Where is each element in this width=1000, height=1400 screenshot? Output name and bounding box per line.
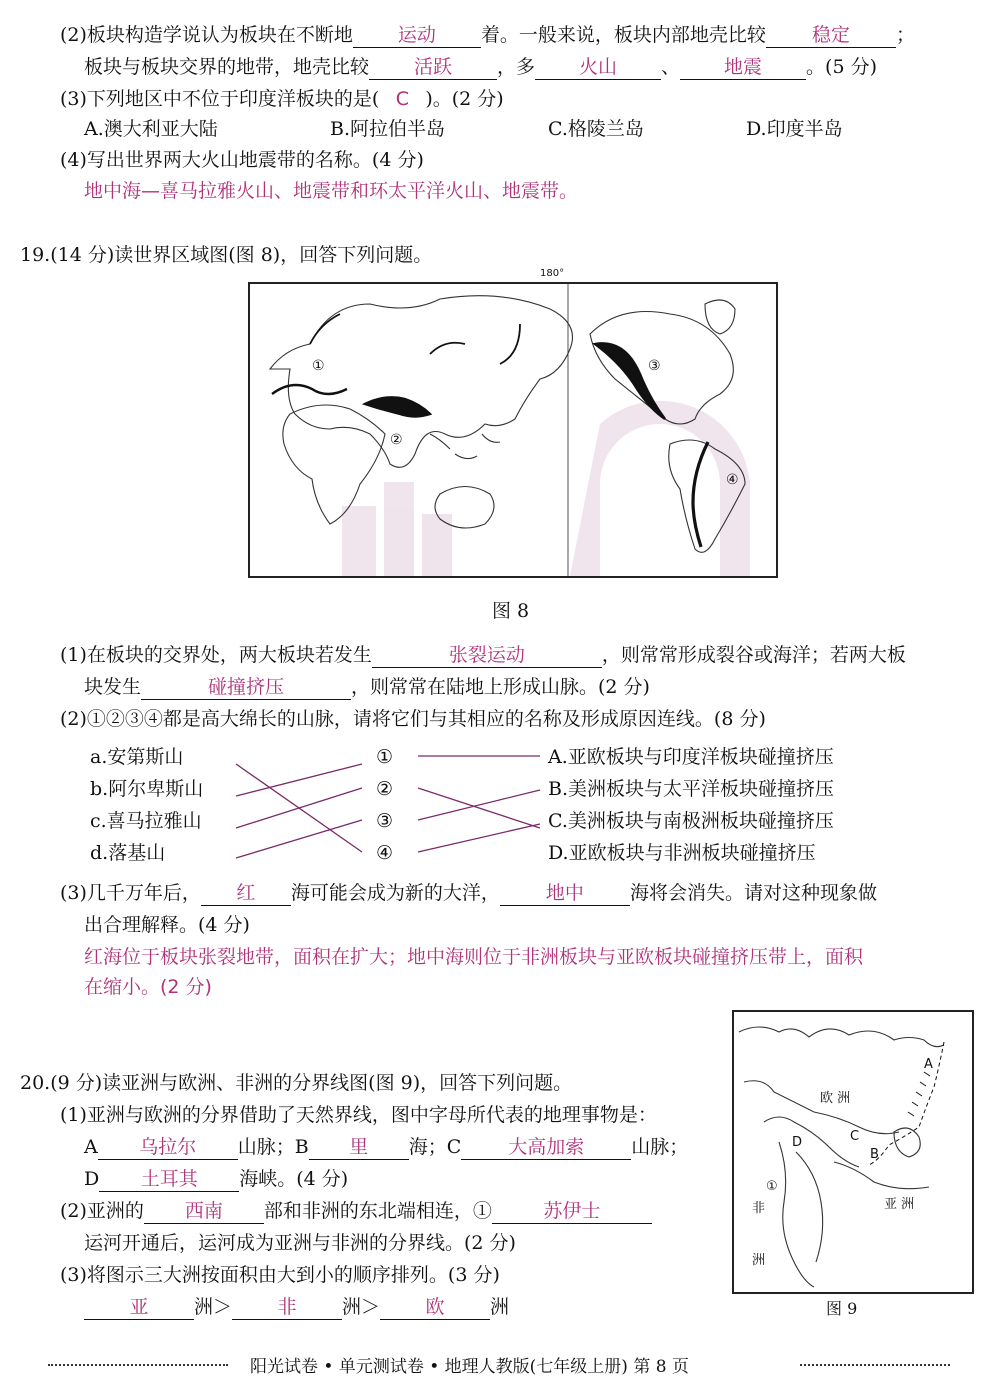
match-mid-4[interactable]: ④: [376, 842, 394, 864]
blank-stable[interactable]: 稳定: [766, 23, 896, 48]
q18-p3-option-c[interactable]: C.格陵兰岛: [548, 118, 644, 140]
map-label-1: ①: [312, 358, 325, 374]
blank-motion[interactable]: 运动: [353, 23, 481, 48]
q18-p4-stem: (4)写出世界两大火山地震带的名称。(4 分): [60, 149, 424, 171]
q19-p1-line1: (1)在板块的交界处，两大板块若发生 张裂运动 ，则常常形成裂谷或海洋；若两大板: [60, 644, 906, 666]
map-label-b: B: [870, 1147, 879, 1162]
q19-p3-answer-1: 红海位于板块张裂地带，面积在扩大；地中海则位于非洲板块与亚欧板块碰撞挤压带上，面积: [84, 946, 864, 968]
q19-p3-line1: (3)几千万年后， 红 海可能会成为新的大洋， 地中 海将会消失。请对这种现象做: [60, 882, 877, 904]
map-label-d: D: [792, 1135, 803, 1150]
footer-text: 阳光试卷 • 单元测试卷 • 地理人教版(七年级上册) 第 8 页: [250, 1357, 689, 1377]
blank-turkish-straits[interactable]: 土耳其: [99, 1167, 239, 1192]
q19-p1-line2: 块发生 碰撞挤压 ，则常常在陆地上形成山脉。(2 分): [84, 676, 650, 698]
q18-p3-option-a[interactable]: A.澳大利亚大陆: [84, 118, 218, 140]
blank-largest[interactable]: 亚: [84, 1295, 194, 1320]
match-right-d[interactable]: D.亚欧板块与非洲板块碰撞挤压: [548, 842, 816, 864]
map-label-2: ②: [390, 432, 403, 448]
q18-p2-line2: 板块与板块交界的地带，地壳比较 活跃 ，多 火山 、 地震 。(5 分): [84, 56, 878, 78]
map-africa-label-2: 洲: [752, 1253, 766, 1268]
q18-p3-answer[interactable]: C: [395, 88, 409, 110]
match-right-a[interactable]: A.亚欧板块与印度洋板块碰撞挤压: [548, 746, 834, 768]
blank-ural[interactable]: 乌拉尔: [98, 1135, 238, 1160]
blank-earthquake[interactable]: 地震: [680, 55, 806, 80]
q20-p2-line1: (2)亚洲的 西南 部和非洲的东北端相连，① 苏伊士: [60, 1198, 652, 1224]
map-longitude-label: 180°: [540, 268, 565, 279]
map-label-4: ④: [726, 472, 739, 488]
map-africa-label-1: 非: [752, 1201, 766, 1216]
q18-p2-line1: (2)板块构造学说认为板块在不断地 运动 着。一般来说，板块内部地壳比较 稳定 ；: [60, 24, 915, 46]
blank-mediterranean[interactable]: 地中: [500, 881, 630, 906]
footer-dots-left: [48, 1364, 228, 1366]
q18-p3-option-d[interactable]: D.印度半岛: [746, 118, 843, 140]
q19-p2-stem: (2)①②③④都是高大绵长的山脉，请将它们与其相应的名称及形成原因连线。(8 分): [60, 708, 766, 730]
blank-suez[interactable]: 苏伊士: [492, 1199, 652, 1224]
q20-p1-line3: D 土耳其 海峡。(4 分): [84, 1168, 349, 1190]
match-mid-1[interactable]: ①: [376, 746, 394, 768]
boundary-map-drawing: [734, 1012, 972, 1292]
map-asia-label: 亚 洲: [884, 1197, 915, 1212]
q20-p1-stem: (1)亚洲与欧洲的分界借助了天然界线，图中字母所代表的地理事物是：: [60, 1104, 657, 1126]
blank-middle[interactable]: 非: [232, 1295, 342, 1320]
map-label-c: C: [850, 1129, 860, 1144]
match-right-b[interactable]: B.美洲板块与太平洋板块碰撞挤压: [548, 778, 835, 800]
match-line-c2: [236, 788, 362, 828]
q19-p3-answer-2: 在缩小。(2 分): [84, 976, 212, 998]
q20-p3-stem: (3)将图示三大洲按面积由大到小的顺序排列。(3 分): [60, 1264, 500, 1286]
match-left-c[interactable]: c.喜马拉雅山: [90, 810, 202, 832]
match-left-b[interactable]: b.阿尔卑斯山: [90, 778, 204, 800]
blank-southwest[interactable]: 西南: [144, 1199, 264, 1224]
blank-rifting[interactable]: 张裂运动: [372, 643, 602, 668]
map-label-3: ③: [648, 358, 661, 374]
boundary-coastlines: [739, 1027, 944, 1287]
q20-p1-line2: A 乌拉尔 山脉；B 里 海；C 大高加索 山脉；: [84, 1136, 689, 1158]
q18-p3-stem: (3)下列地区中不位于印度洋板块的是( C )。(2 分): [60, 88, 504, 110]
blank-smallest[interactable]: 欧: [380, 1295, 490, 1320]
match-mid-2[interactable]: ②: [376, 778, 394, 800]
blank-red-sea[interactable]: 红: [201, 881, 291, 906]
match-left-d[interactable]: d.落基山: [90, 842, 166, 864]
blank-caspian[interactable]: 里: [309, 1135, 409, 1160]
match-line-4-C: [418, 824, 540, 852]
boundary-map: [732, 1010, 974, 1294]
match-right-c[interactable]: C.美洲板块与南极洲板块碰撞挤压: [548, 810, 834, 832]
blank-active[interactable]: 活跃: [369, 55, 497, 80]
q20-stem: 20.(9 分)读亚洲与欧洲、非洲的分界线图(图 9)，回答下列问题。: [20, 1072, 573, 1094]
map-label-suez: ①: [766, 1179, 778, 1194]
q20-p2-line2: 运河开通后，运河成为亚洲与非洲的分界线。(2 分): [84, 1232, 516, 1254]
match-mid-3[interactable]: ③: [376, 810, 394, 832]
blank-volcano[interactable]: 火山: [535, 55, 661, 80]
q18-p4-answer: 地中海—喜马拉雅火山、地震带和环太平洋火山、地震带。: [84, 180, 579, 202]
map-label-a: A: [924, 1057, 933, 1072]
q19-stem: 19.(14 分)读世界区域图(图 8)，回答下列问题。: [20, 244, 433, 266]
match-left-a[interactable]: a.安第斯山: [90, 746, 184, 768]
footer-dots-right: [800, 1364, 950, 1366]
map-europe-label: 欧 洲: [820, 1091, 851, 1106]
figure-9-caption: 图 9: [826, 1299, 858, 1318]
figure-8-caption: 图 8: [492, 600, 530, 622]
q18-p3-option-b[interactable]: B.阿拉伯半岛: [330, 118, 446, 140]
q20-p3-order: 亚 洲＞ 非 洲＞ 欧 洲: [84, 1294, 509, 1320]
blank-collision[interactable]: 碰撞挤压: [141, 675, 351, 700]
blank-caucasus[interactable]: 大高加索: [461, 1135, 631, 1160]
match-line-b1: [236, 764, 362, 796]
q19-p3-line2: 出合理解释。(4 分): [84, 914, 250, 936]
